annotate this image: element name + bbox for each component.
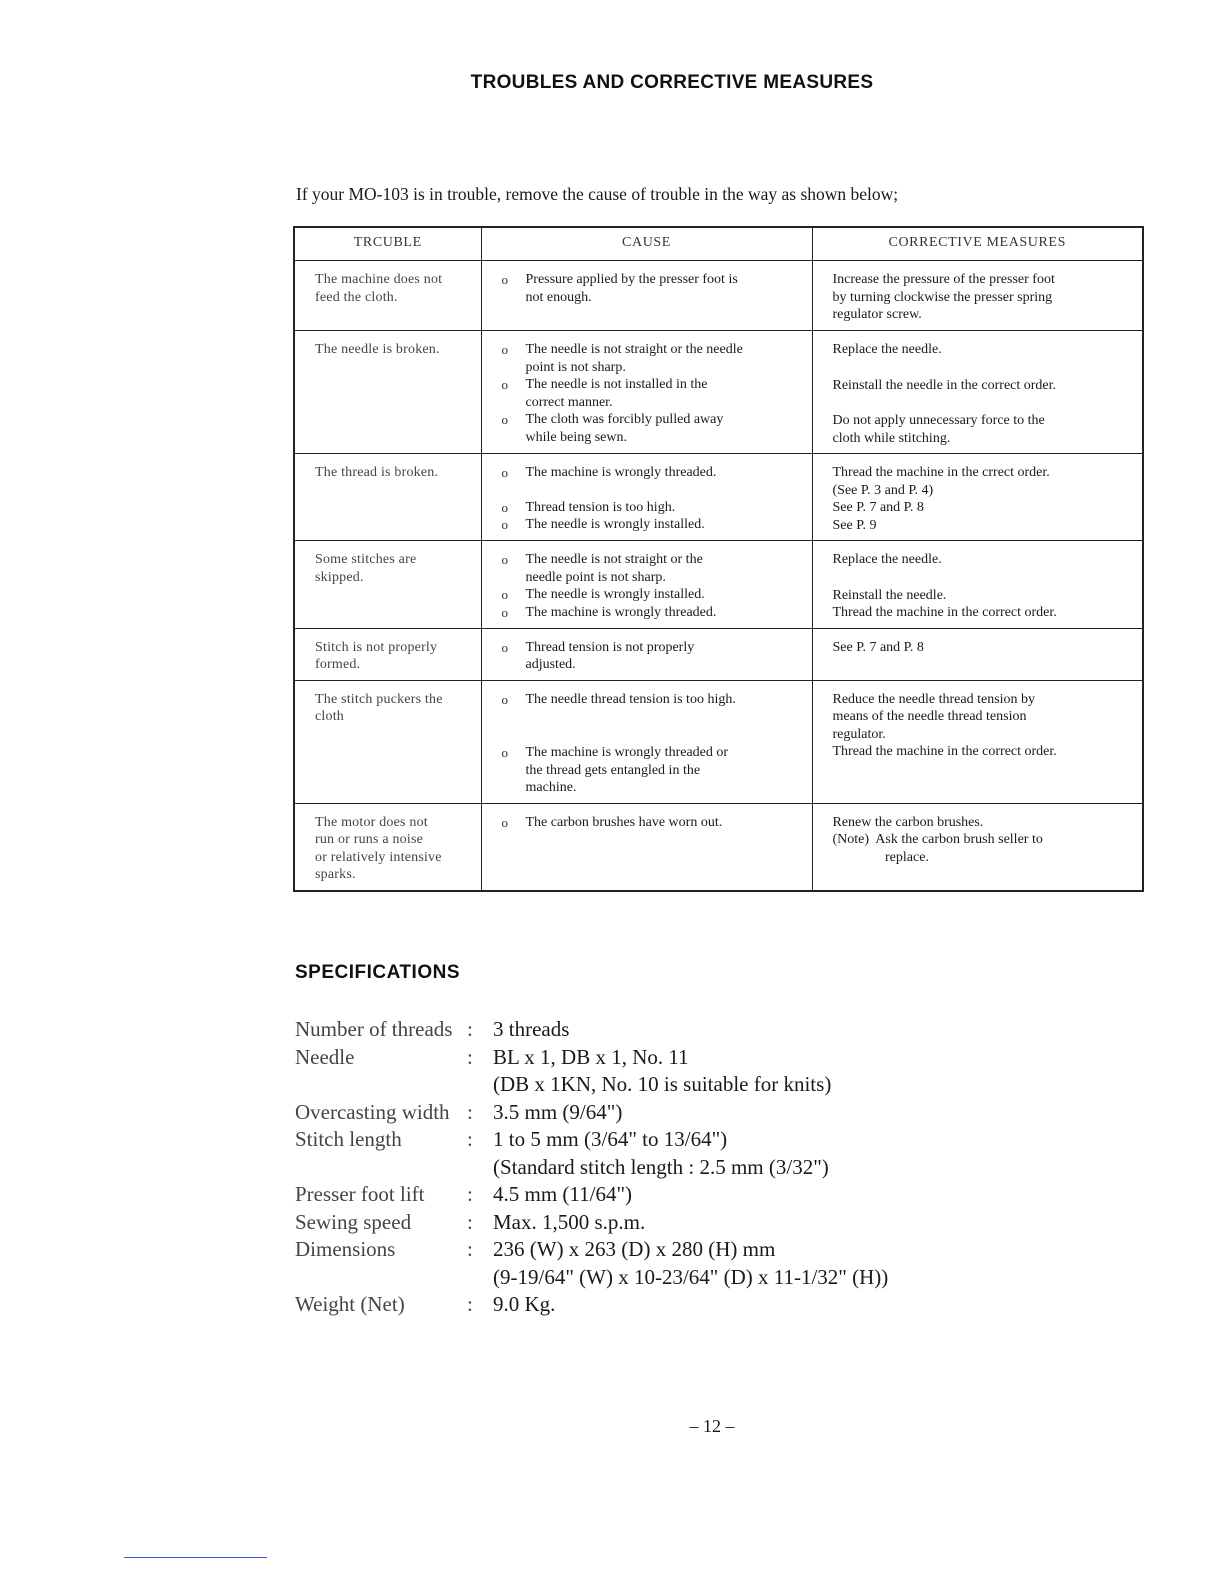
spec-label: Number of threads bbox=[295, 1017, 453, 1041]
measure-item bbox=[833, 517, 1133, 535]
cause-text: o The needle is not straight or the needle bbox=[525, 342, 743, 357]
trouble-text: skipped. bbox=[315, 569, 364, 585]
trouble-cell bbox=[294, 680, 481, 803]
cause-text: o Pressure applied by the presser foot is bbox=[525, 272, 738, 287]
cause-text: correct manner. bbox=[525, 394, 613, 410]
table-row bbox=[294, 261, 1143, 331]
measure-cell bbox=[812, 680, 1143, 803]
spec-value: (DB x 1KN, No. 10 is suitable for knits) bbox=[493, 1072, 832, 1096]
cause-text: while being sewn. bbox=[525, 429, 627, 445]
cause-list bbox=[502, 341, 802, 446]
cause-list bbox=[502, 551, 802, 621]
spec-colon: : bbox=[467, 1017, 473, 1041]
footer-rule bbox=[124, 1557, 267, 1558]
table-header-row bbox=[294, 227, 1143, 261]
table-row bbox=[294, 628, 1143, 680]
cause-text: o The needle thread tension is too high. bbox=[525, 691, 736, 707]
page-number: – 12 – bbox=[689, 1416, 735, 1436]
measure-item bbox=[833, 743, 1133, 761]
header-cause: CAUSE bbox=[481, 227, 812, 261]
spec-value: (9-19/64" (W) x 10-23/64" (D) x 11-1/32" (H)) bbox=[493, 1264, 889, 1289]
spec-value: 3.5 mm (9/64") bbox=[493, 1099, 623, 1124]
cause-item bbox=[502, 499, 802, 517]
header-trouble: TRCUBLE bbox=[294, 227, 481, 261]
spec-value: 1 to 5 mm (3/64" to 13/64") bbox=[493, 1127, 728, 1151]
measure-text: Reduce the needle thread tension by bbox=[832, 691, 1036, 707]
measure-text: See P. 9 bbox=[832, 517, 877, 533]
cause-item bbox=[502, 551, 802, 586]
measure-text: (Note) Ask the carbon brush seller to bbox=[832, 832, 1043, 847]
measure-text: replace. bbox=[832, 849, 929, 865]
measure-text: Renew the carbon brushes. bbox=[832, 814, 984, 830]
measure-text: Reinstall the needle in the correct order. bbox=[832, 377, 1057, 393]
cause-text: not enough. bbox=[525, 289, 592, 305]
measure-cell bbox=[812, 541, 1143, 629]
intro-text: If your MO-103 is in trouble, remove the cause of trouble in the way as shown below; bbox=[296, 184, 899, 204]
spec-row bbox=[295, 1209, 888, 1237]
spec-values bbox=[493, 1099, 622, 1127]
measure-cell bbox=[812, 261, 1143, 331]
cause-text: o The machine is wrongly threaded. bbox=[525, 604, 717, 620]
spec-colon: : bbox=[467, 1182, 473, 1206]
cause-cell bbox=[481, 331, 812, 454]
trouble-text: Some stitches are bbox=[315, 552, 417, 567]
measure-text: means of the needle thread tension bbox=[832, 709, 1027, 724]
cause-cell bbox=[481, 454, 812, 541]
measure-text: Increase the pressure of the presser foot bbox=[832, 272, 1055, 287]
cause-text: o The needle is not installed in the bbox=[525, 377, 708, 392]
trouble-cell bbox=[294, 803, 481, 891]
cause-item bbox=[502, 464, 802, 499]
cause-text: o The machine is wrongly threaded or bbox=[525, 745, 729, 760]
measure-text: Do not apply unnecessary force to the bbox=[832, 413, 1045, 428]
trouble-text: The needle is broken. bbox=[315, 342, 440, 357]
trouble-text: The stitch puckers the bbox=[315, 691, 443, 707]
table-row bbox=[294, 331, 1143, 454]
spec-row bbox=[295, 1099, 888, 1127]
measure-text: Replace the needle. bbox=[832, 342, 942, 357]
measure-text: Thread the machine in the correct order. bbox=[832, 744, 1057, 759]
trouble-cell bbox=[294, 454, 481, 541]
spec-label: Presser foot lift bbox=[295, 1182, 425, 1206]
cause-item bbox=[502, 376, 802, 411]
cause-item bbox=[502, 691, 802, 745]
cause-cell bbox=[481, 628, 812, 680]
measure-text: (See P. 3 and P. 4) bbox=[832, 482, 934, 498]
measure-item bbox=[833, 691, 1133, 744]
cause-cell bbox=[481, 680, 812, 803]
cause-text: needle point is not sharp. bbox=[525, 569, 666, 585]
table-row bbox=[294, 803, 1143, 891]
spec-row bbox=[295, 1291, 888, 1319]
measure-item bbox=[833, 587, 1133, 605]
spec-value: 3 threads bbox=[493, 1017, 570, 1041]
measure-text: by turning clockwise the presser spring bbox=[832, 289, 1053, 305]
header-corrective-measures: CORRECTIVE MEASURES bbox=[812, 227, 1143, 261]
measure-text: See P. 7 and P. 8 bbox=[832, 500, 924, 515]
spacer bbox=[526, 482, 802, 499]
cause-item bbox=[502, 341, 802, 376]
cause-text: machine. bbox=[525, 780, 577, 795]
spec-label: Weight (Net) bbox=[295, 1292, 405, 1316]
measure-cell bbox=[812, 628, 1143, 680]
measure-item bbox=[833, 341, 1133, 359]
cause-text: adjusted. bbox=[525, 657, 576, 672]
measure-text: cloth while stitching. bbox=[832, 430, 951, 446]
spec-value: Max. 1,500 s.p.m. bbox=[493, 1209, 646, 1234]
table-row bbox=[294, 454, 1143, 541]
spec-value: 236 (W) x 263 (D) x 280 (H) mm bbox=[493, 1237, 776, 1261]
spec-values bbox=[493, 1181, 632, 1209]
spec-value: 4.5 mm (11/64") bbox=[493, 1182, 633, 1206]
spec-values bbox=[493, 1126, 829, 1181]
measure-item bbox=[833, 831, 1133, 866]
spec-label: Sewing speed bbox=[295, 1209, 412, 1234]
trouble-text: or relatively intensive bbox=[315, 849, 442, 865]
cause-text: o The needle is wrongly installed. bbox=[525, 587, 705, 602]
spec-label: Overcasting width bbox=[295, 1099, 450, 1124]
table-row bbox=[294, 680, 1143, 803]
cause-list bbox=[502, 271, 802, 306]
cause-text: o The needle is not straight or the bbox=[525, 552, 703, 567]
cause-item bbox=[502, 744, 802, 797]
cause-text: o The needle is wrongly installed. bbox=[525, 517, 705, 532]
measure-item bbox=[833, 814, 1133, 832]
spec-row bbox=[295, 1016, 888, 1044]
spec-colon: : bbox=[467, 1044, 473, 1069]
trouble-text: feed the cloth. bbox=[315, 289, 398, 305]
spec-value: (Standard stitch length : 2.5 mm (3/32") bbox=[493, 1154, 829, 1179]
trouble-text: The machine does not bbox=[315, 272, 443, 287]
spec-label: Stitch length bbox=[295, 1127, 402, 1151]
spec-values bbox=[493, 1016, 569, 1044]
measure-text: regulator screw. bbox=[832, 307, 922, 322]
cause-list bbox=[502, 464, 802, 534]
spec-colon: : bbox=[467, 1292, 473, 1316]
trouble-text: run or runs a noise bbox=[315, 832, 424, 847]
trouble-text: The thread is broken. bbox=[315, 465, 439, 480]
measure-text: Replace the needle. bbox=[832, 552, 942, 567]
cause-item bbox=[502, 271, 802, 306]
spec-colon: : bbox=[467, 1237, 473, 1261]
measure-text: regulator. bbox=[832, 726, 886, 742]
spec-value: 9.0 Kg. bbox=[493, 1292, 556, 1316]
cause-text: point is not sharp. bbox=[525, 359, 626, 375]
table-row bbox=[294, 541, 1143, 629]
spec-values bbox=[493, 1044, 831, 1099]
cause-item bbox=[502, 411, 802, 446]
measure-item bbox=[833, 604, 1133, 622]
spec-colon: : bbox=[467, 1127, 473, 1151]
measure-text: See P. 7 and P. 8 bbox=[832, 639, 924, 655]
cause-list bbox=[502, 639, 802, 674]
spec-values bbox=[493, 1236, 888, 1291]
measure-item bbox=[833, 551, 1133, 569]
trouble-cell bbox=[294, 261, 481, 331]
trouble-text: sparks. bbox=[315, 867, 356, 882]
cause-item bbox=[502, 516, 802, 534]
cause-list bbox=[502, 814, 802, 832]
cause-text: o The machine is wrongly threaded. bbox=[525, 465, 717, 480]
measure-item bbox=[833, 499, 1133, 517]
measure-item bbox=[833, 271, 1133, 324]
cause-text: o The cloth was forcibly pulled away bbox=[525, 412, 724, 427]
spec-colon: : bbox=[467, 1099, 473, 1124]
cause-cell bbox=[481, 803, 812, 891]
spec-value: BL x 1, DB x 1, No. 11 bbox=[493, 1044, 689, 1069]
measure-item bbox=[833, 377, 1133, 395]
cause-text: o Thread tension is not properly bbox=[525, 639, 695, 655]
specifications-heading: SPECIFICATIONS bbox=[295, 962, 460, 983]
spec-row bbox=[295, 1126, 888, 1181]
cause-text: o The carbon brushes have worn out. bbox=[525, 814, 723, 830]
cause-cell bbox=[481, 261, 812, 331]
trouble-text: The motor does not bbox=[315, 814, 428, 830]
table-body bbox=[294, 261, 1143, 891]
spec-colon: : bbox=[467, 1209, 473, 1234]
spacer bbox=[526, 708, 802, 744]
measure-text: Thread the machine in the correct order. bbox=[832, 605, 1057, 620]
cause-item bbox=[502, 814, 802, 832]
spec-values bbox=[493, 1209, 645, 1237]
measure-cell bbox=[812, 331, 1143, 454]
spec-label: Dimensions bbox=[295, 1237, 396, 1261]
measure-text: Thread the machine in the crrect order. bbox=[832, 465, 1050, 480]
page-title: TROUBLES AND CORRECTIVE MEASURES bbox=[470, 72, 874, 93]
troubles-table bbox=[293, 226, 1144, 892]
spec-row bbox=[295, 1044, 888, 1099]
trouble-text: Stitch is not properly bbox=[315, 639, 438, 655]
measure-item bbox=[833, 639, 1133, 657]
spec-values bbox=[493, 1291, 555, 1319]
measure-cell bbox=[812, 803, 1143, 891]
measure-text: Reinstall the needle. bbox=[832, 587, 947, 603]
trouble-text: formed. bbox=[315, 657, 361, 672]
cause-cell bbox=[481, 541, 812, 629]
cause-list bbox=[502, 691, 802, 797]
spec-label: Needle bbox=[295, 1044, 355, 1069]
trouble-text: cloth bbox=[315, 709, 344, 724]
measure-item bbox=[833, 412, 1133, 447]
cause-item bbox=[502, 586, 802, 604]
spec-row bbox=[295, 1181, 888, 1209]
cause-text: o Thread tension is too high. bbox=[525, 499, 676, 515]
cause-item bbox=[502, 604, 802, 622]
spec-row bbox=[295, 1236, 888, 1291]
trouble-cell bbox=[294, 628, 481, 680]
trouble-cell bbox=[294, 541, 481, 629]
trouble-cell bbox=[294, 331, 481, 454]
cause-item bbox=[502, 639, 802, 674]
measure-cell bbox=[812, 454, 1143, 541]
cause-text: the thread gets entangled in the bbox=[525, 762, 701, 778]
measure-item bbox=[833, 464, 1133, 499]
specifications-list bbox=[295, 1016, 888, 1319]
